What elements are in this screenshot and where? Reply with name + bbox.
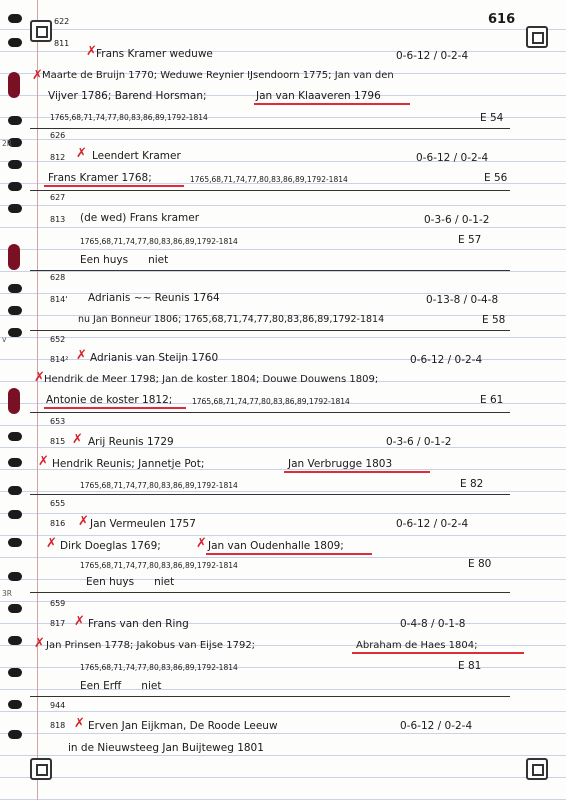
entry-ref: 652 [50,335,66,344]
binder-hole [8,572,22,581]
entry-name: (de wed) Frans kramer [80,212,200,224]
entry-nr: 811 [54,39,70,48]
entry-line: nu Jan Bonneur 1806; 1765,68,71,74,77,80,83,86,89,1792-1814 [78,314,385,325]
entry-note: Een huys niet [86,576,175,588]
entry-highlight: Antonie de koster 1812; [46,394,173,406]
binder-hole [8,38,22,47]
underline [206,553,372,555]
entry-line: Hendrik de Meer 1798; Jan de koster 1804; Douwe Douwens 1809; [44,374,379,385]
entry-ref: 655 [50,499,66,508]
binder-hole [8,14,22,23]
divider [30,270,510,271]
divider [30,494,510,495]
binder-hole [8,160,22,169]
underline [254,103,410,105]
entry-nr: 816 [50,519,66,528]
entry-years: 1765,68,71,74,77,80,83,86,89,1792-1814 [80,663,238,672]
cross-mark-icon: ✗ [34,370,45,385]
entry-ref: 628 [50,273,66,282]
underline [44,185,184,187]
underline [44,407,186,409]
entry-code: E 57 [458,234,482,246]
entry-years: 1765,68,71,74,77,80,83,86,89,1792-1814 [50,113,208,122]
binder-hole [8,432,22,441]
entry-line: Vijver 1786; Barend Horsman; [48,90,207,102]
entry-nr: 815 [50,437,66,446]
cross-mark-icon: ✗ [32,68,43,83]
binder-hole [8,604,22,613]
entry-value: 0-4-8 / 0-1-8 [400,618,466,630]
entry-note: Een Erff niet [80,680,162,692]
entry-line: Jan Prinsen 1778; Jakobus van Eijse 1792; [46,640,256,651]
binder-hole [8,284,22,293]
entry-code: E 81 [458,660,482,672]
entry-code: E 61 [480,394,504,406]
cross-mark-icon: ✗ [38,454,49,469]
page-number: 616 [488,12,516,27]
entry-years: 1765,68,71,74,77,80,83,86,89,1792-1814 [192,397,350,406]
binder-hole [8,458,22,467]
entry-nr: 817 [50,619,66,628]
entry-nr: 812 [50,153,66,162]
entry-years: 1765,68,71,74,77,80,83,86,89,1792-1814 [80,561,238,570]
binder-hole [8,668,22,677]
entry-ref: 653 [50,417,66,426]
divider [30,696,510,697]
binder-hole [8,244,20,270]
binder-hole [8,510,22,519]
entry-note: Een huys niet [80,254,169,266]
divider [30,592,510,593]
entry-line: Dirk Doeglas 1769; [60,540,161,552]
entry-value: 0-6-12 / 0-2-4 [396,50,469,62]
entry-ref: 622 [54,17,70,26]
divider [30,128,510,129]
binder-hole [8,700,22,709]
entry-value: 0-3-6 / 0-1-2 [424,214,490,226]
entry-value: 0-6-12 / 0-2-4 [400,720,473,732]
underline [352,652,524,654]
entry-value: 0-3-6 / 0-1-2 [386,436,452,448]
entry-line: Hendrik Reunis; Jannetje Pot; [52,458,205,470]
entry-value: 0-6-12 / 0-2-4 [410,354,483,366]
entry-name: Erven Jan Eijkman, De Roode Leeuw [88,720,278,732]
binder-hole [8,116,22,125]
cross-mark-icon: ✗ [74,716,85,731]
corner-marker-bottom-right [526,758,548,780]
cross-mark-icon: ✗ [34,636,45,651]
entry-highlight: Frans Kramer 1768; [48,172,152,184]
entry-name: Frans van den Ring [88,618,189,630]
side-note: 3R [2,589,12,598]
cross-mark-icon: ✗ [46,536,57,551]
binder-hole [8,486,22,495]
entry-nr: 814' [50,295,68,304]
entry-nr: 818 [50,721,66,730]
divider [30,330,510,331]
binder-hole [8,72,20,98]
binder-hole [8,388,20,414]
entry-nr: 814² [50,355,69,364]
corner-marker-top-left [30,20,52,42]
cross-mark-icon: ✗ [196,536,207,551]
cross-mark-icon: ✗ [72,432,83,447]
binder-hole [8,204,22,213]
entry-years: 1765,68,71,74,77,80,83,86,89,1792-1814 [80,237,238,246]
divider [30,412,510,413]
entry-highlight: Jan van Klaaveren 1796 [256,90,381,102]
cross-mark-icon: ✗ [86,44,97,59]
entry-ref: 659 [50,599,66,608]
binder-hole [8,306,22,315]
divider [30,190,510,191]
binder-hole [8,182,22,191]
entry-years: 1765,68,71,74,77,80,83,86,89,1792-1814 [190,175,348,184]
margin-line [37,0,38,800]
entry-name: Leendert Kramer [92,150,181,162]
entry-name: Frans Kramer weduwe [96,48,213,60]
entry-code: E 80 [468,558,492,570]
corner-marker-top-right [526,26,548,48]
entry-name: Adrianis ~~ Reunis 1764 [88,292,220,304]
binder-hole [8,538,22,547]
entry-line: in de Nieuwsteeg Jan Buijteweg 1801 [68,742,264,754]
entry-years: 1765,68,71,74,77,80,83,86,89,1792-1814 [80,481,238,490]
entry-highlight: Jan Verbrugge 1803 [288,458,393,470]
entry-line: Maarte de Bruijn 1770; Weduwe Reynier IJsendoorn 1775; Jan van den [42,70,394,81]
cross-mark-icon: ✗ [74,614,85,629]
entry-name: Arij Reunis 1729 [88,436,174,448]
entry-ref: 944 [50,701,66,710]
cross-mark-icon: ✗ [78,514,89,529]
entry-code: E 56 [484,172,508,184]
entry-ref: 627 [50,193,66,202]
entry-name: Adrianis van Steijn 1760 [90,352,219,364]
entry-ref: 626 [50,131,66,140]
entry-highlight: Jan van Oudenhalle 1809; [208,540,344,552]
entry-nr: 813 [50,215,66,224]
side-note: 2R [2,139,12,148]
entry-name: Jan Vermeulen 1757 [90,518,196,530]
binder-hole [8,730,22,739]
side-note: v [2,335,7,344]
entry-value: 0-13-8 / 0-4-8 [426,294,499,306]
entry-code: E 82 [460,478,484,490]
entry-code: E 58 [482,314,506,326]
cross-mark-icon: ✗ [76,348,87,363]
entry-code: E 54 [480,112,504,124]
cross-mark-icon: ✗ [76,146,87,161]
entry-value: 0-6-12 / 0-2-4 [416,152,489,164]
entry-value: 0-6-12 / 0-2-4 [396,518,469,530]
binder-hole [8,636,22,645]
underline [284,471,430,473]
entry-highlight: Abraham de Haes 1804; [356,640,478,651]
corner-marker-bottom-left [30,758,52,780]
binder-hole [8,328,22,337]
